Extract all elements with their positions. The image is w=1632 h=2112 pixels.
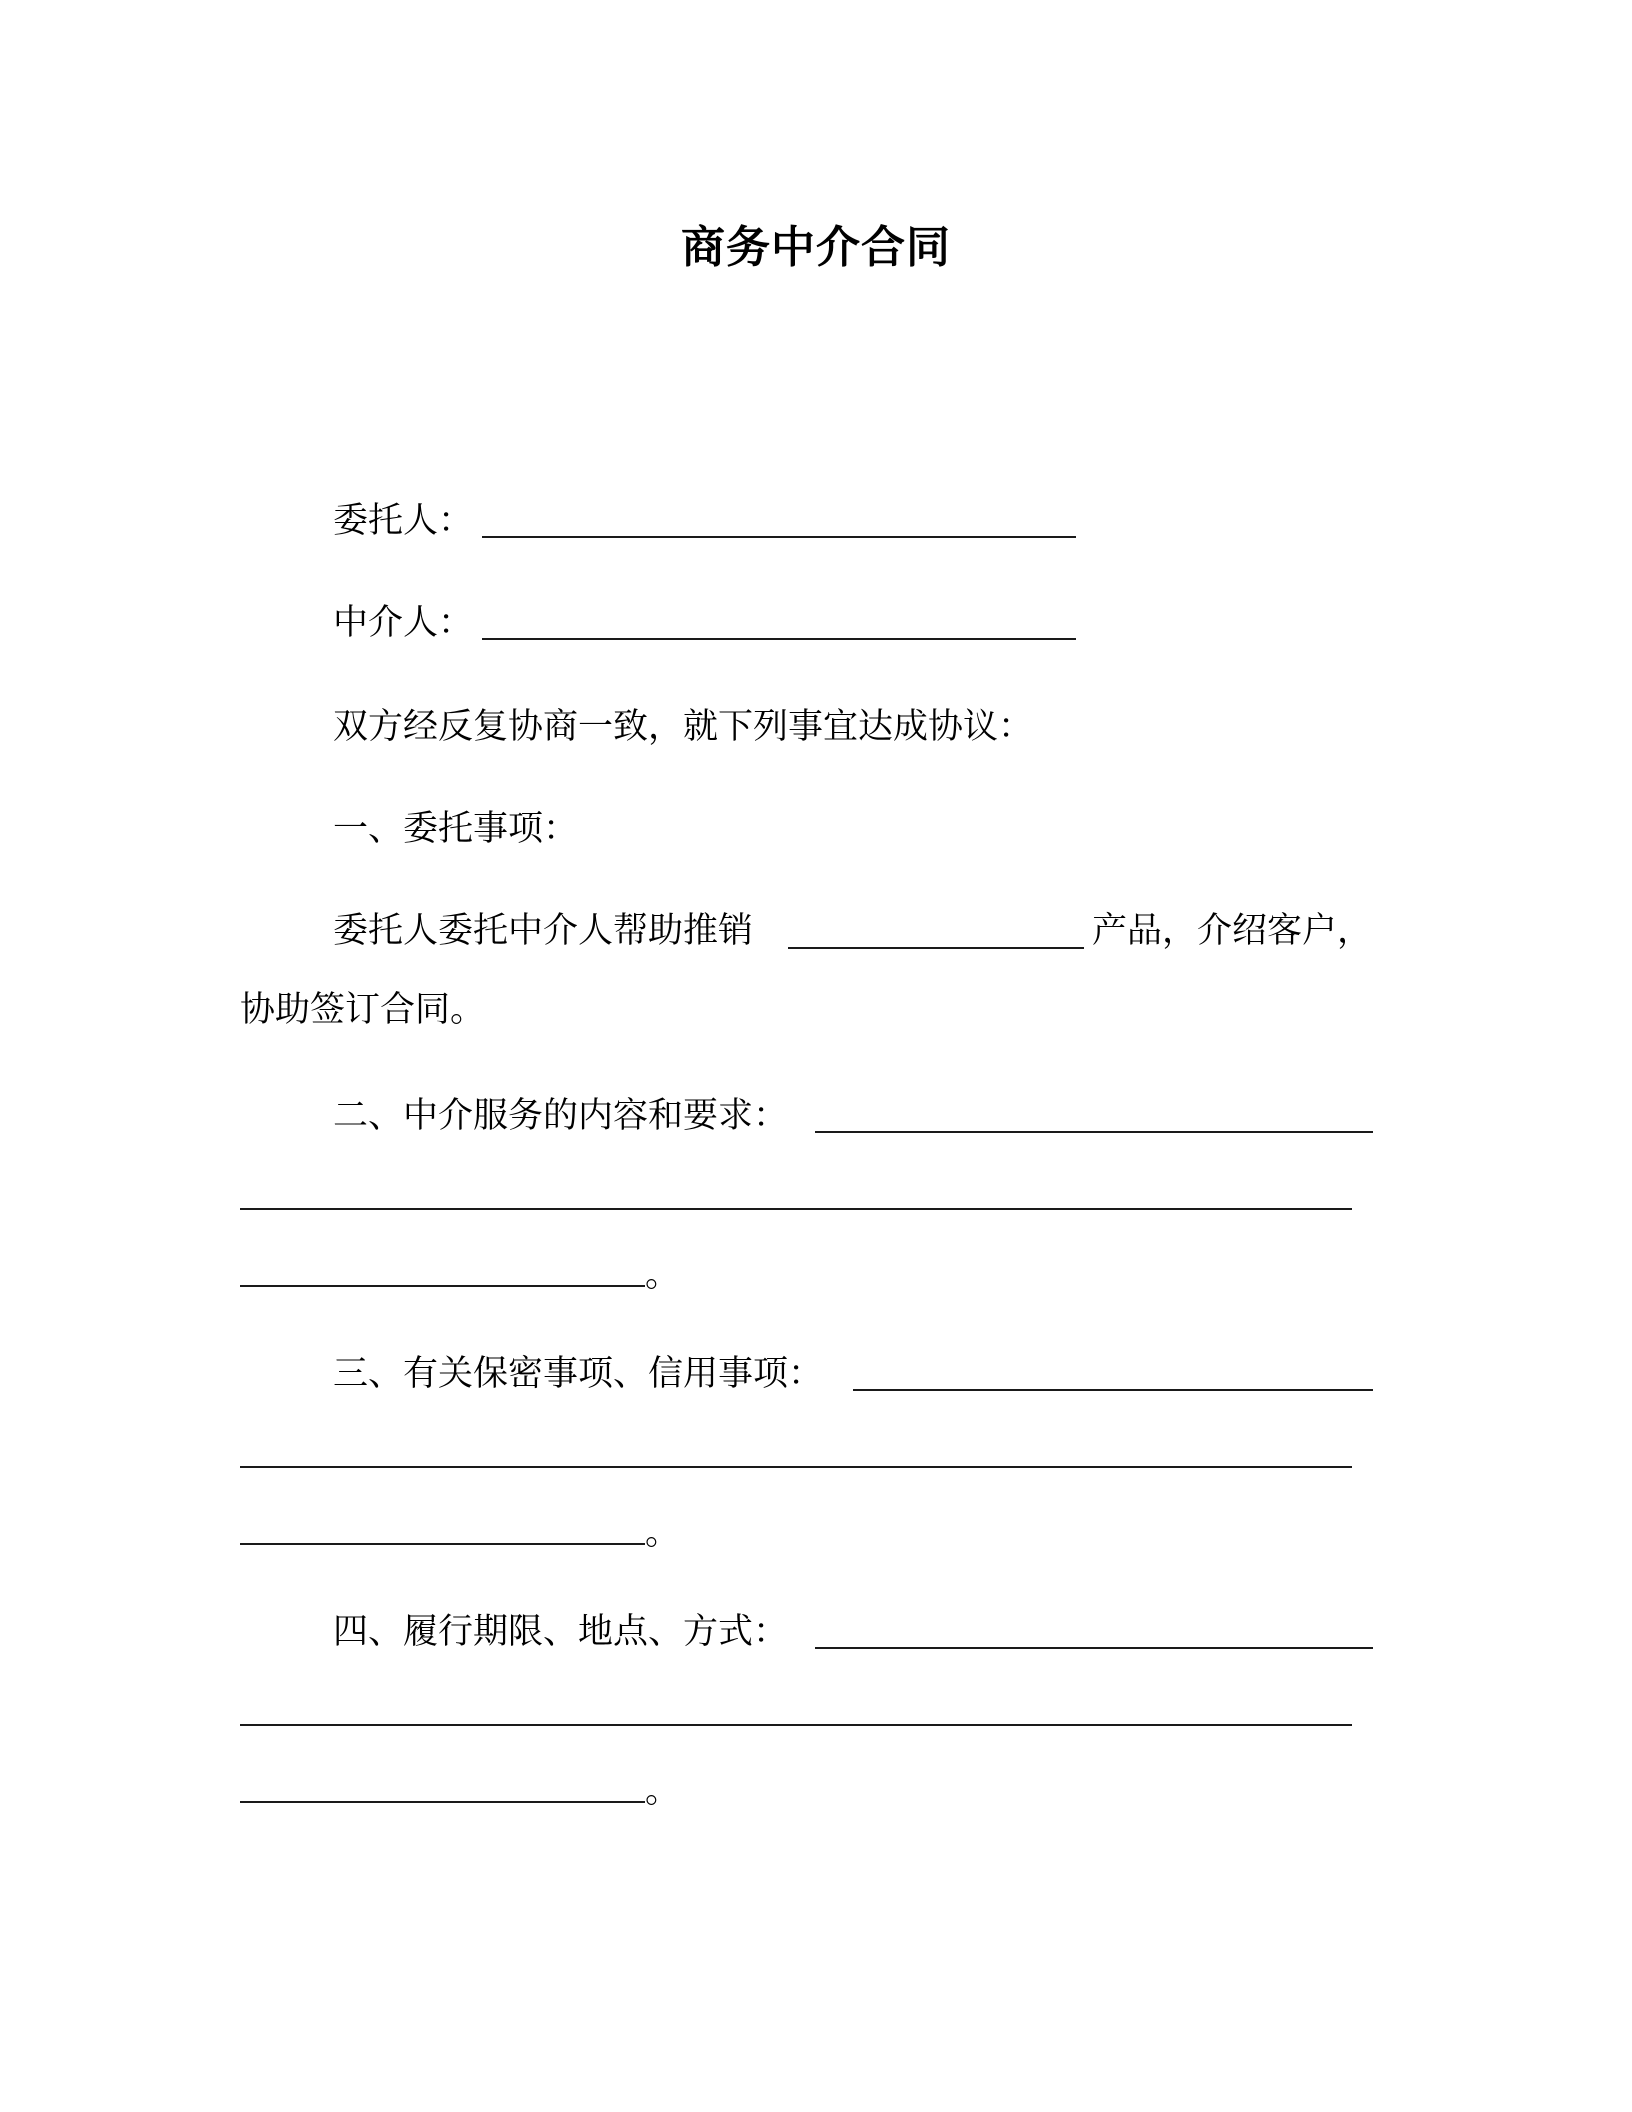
section2-blank-3 [240,1285,645,1287]
section3-blank-2 [240,1466,1352,1468]
section2-period: 。 [645,1255,681,1295]
section4-blank-3 [240,1801,645,1803]
document-title: 商务中介合同 [681,222,951,273]
section3-blank-3 [240,1543,645,1545]
section3-blank-1 [853,1389,1373,1391]
section1-text-after: 产品，介绍客户， [1092,911,1373,951]
agent-blank [482,638,1076,640]
section3-heading: 三、有关保密事项、信用事项： [333,1354,824,1394]
client-label: 委托人： [333,501,474,541]
section1-continuation: 协助签订合同。 [240,990,486,1030]
section4-period: 。 [645,1771,681,1811]
agent-label: 中介人： [333,603,474,643]
product-blank [788,947,1084,949]
intro-text: 双方经反复协商一致，就下列事宜达成协议： [333,707,1034,747]
section2-heading: 二、中介服务的内容和要求： [333,1096,789,1136]
section4-heading: 四、履行期限、地点、方式： [333,1612,789,1652]
client-blank [482,536,1076,538]
section1-heading: 一、委托事项： [333,809,579,849]
section2-blank-1 [815,1131,1373,1133]
section4-blank-1 [815,1647,1373,1649]
section4-blank-2 [240,1724,1352,1726]
section2-blank-2 [240,1208,1352,1210]
section3-period: 。 [645,1513,681,1553]
section1-text-before: 委托人委托中介人帮助推销 [333,911,754,951]
